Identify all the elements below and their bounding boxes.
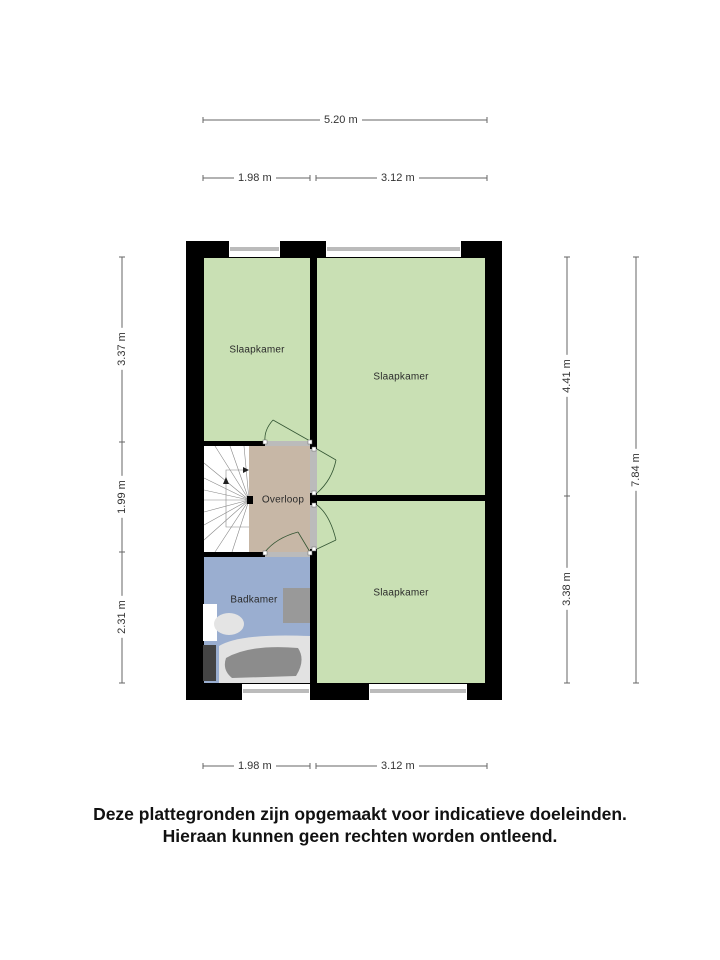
dimension-top-right-label: 3.12 m [377,172,419,184]
washbasin [283,588,310,623]
dimension-top-left-label: 1.98 m [234,172,276,184]
door-bedroom-1 [265,441,310,446]
dimension-right-total-label: 7.84 m [630,449,642,491]
room-label-bedroom-1: Slaapkamer [229,344,285,356]
dimension-bottom-left-label: 1.98 m [234,760,276,772]
disclaimer-line-1: Deze plattegronden zijn opgemaakt voor indicatieve doeleinden. [93,804,627,824]
dimension-left-middle-label: 1.99 m [116,476,128,518]
disclaimer-line-2: Hieraan kunnen geen rechten worden ontleend. [162,826,558,846]
dimension-left-bottom-label: 2.31 m [116,596,128,638]
dimension-top-total-label: 5.20 m [320,114,362,126]
dimension-left-top-label: 3.37 m [116,328,128,370]
room-label-bedroom-2: Slaapkamer [373,371,429,383]
bathroom-radiator [203,645,216,681]
door-bedroom-2 [310,449,317,493]
dimension-bottom-right-label: 3.12 m [377,760,419,772]
staircase [204,446,249,552]
dimension-right-top-label: 4.41 m [561,355,573,397]
door-bathroom [265,552,310,557]
wall-bedrooms [317,495,485,501]
toilet [214,613,244,635]
room-label-bathroom: Badkamer [230,594,278,606]
door-bedroom-3 [310,505,317,549]
room-label-landing: Overloop [261,494,305,506]
room-label-bedroom-3: Slaapkamer [373,587,429,599]
dimension-right-bottom-label: 3.38 m [561,568,573,610]
